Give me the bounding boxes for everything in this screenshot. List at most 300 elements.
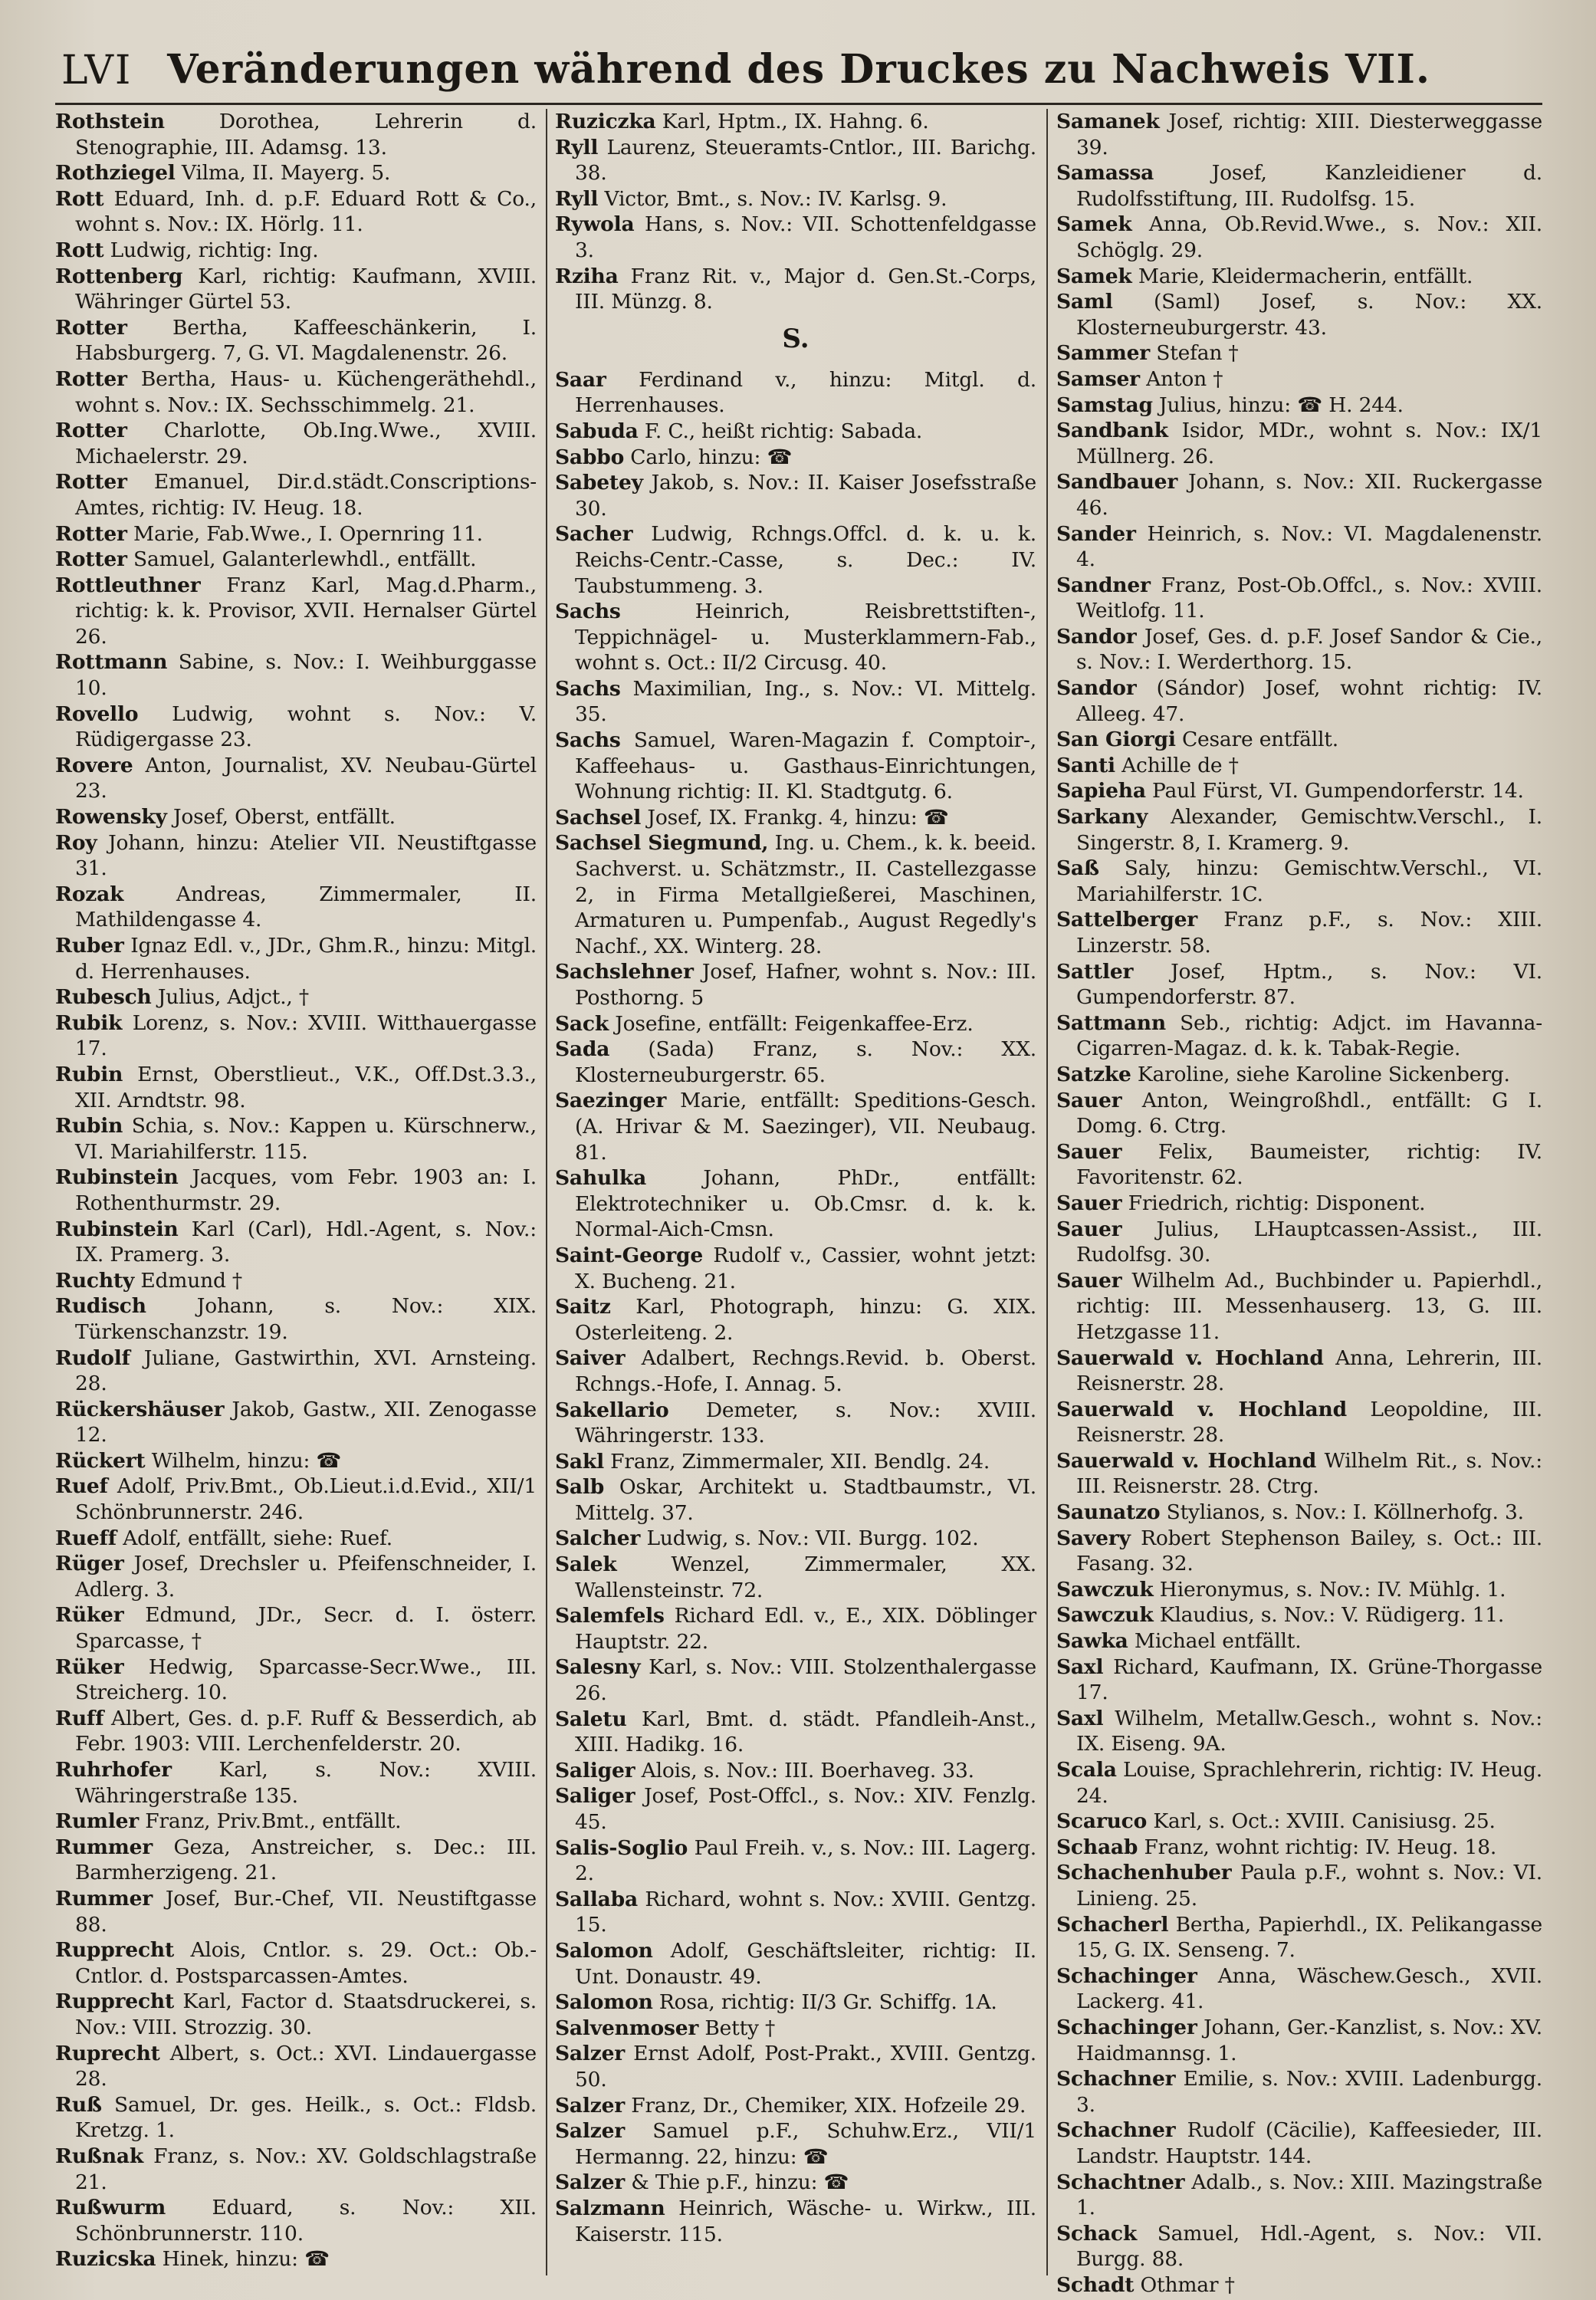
entry-name: Salis-Soglio — [555, 1835, 688, 1860]
directory-entry — [1056, 907, 1542, 958]
entry-detail: Ludwig, richtig: Ing. — [110, 238, 319, 262]
directory-entry — [55, 1809, 537, 1835]
entry-name: Samser — [1056, 366, 1140, 391]
entry-name: Rywola — [555, 212, 635, 237]
entry-detail: Samuel, Waren-Magazin f. Comptoir-, Kaffeehaus- u. Gasthaus-Einrichtungen, Wohnung richtig: II. Kl. Stadtgutg. 6. — [575, 728, 1036, 804]
directory-entry — [1056, 1139, 1542, 1191]
entry-name: Schaab — [1056, 1835, 1138, 1859]
directory-entry — [55, 186, 537, 238]
entry-name: Rotter — [55, 315, 127, 340]
entry-detail: Johann, s. Nov.: XII. Ruckergasse 46. — [1076, 470, 1542, 520]
directory-entry — [1056, 1346, 1542, 1397]
directory-entry — [1056, 469, 1542, 521]
directory-entry — [55, 1474, 537, 1525]
entry-name: Sandner — [1056, 573, 1151, 597]
entry-name: Roy — [55, 830, 97, 855]
entry-name: Sattler — [1056, 959, 1134, 984]
entry-name: Rottmann — [55, 650, 168, 675]
entry-name: Ruziczka — [555, 110, 656, 133]
entry-detail: (Sada) Franz, s. Nov.: XX. Klosterneuburgerstr. 65. — [575, 1037, 1036, 1087]
entry-detail: Johann, hinzu: Atelier VII. Neustiftgasse 31. — [75, 830, 537, 881]
entry-detail: Ernst, Oberstlieut., V.K., Off.Dst.3.3., XII. Arndtstr. 98. — [75, 1062, 537, 1112]
entry-detail: Hieronymus, s. Nov.: IV. Mühlg. 1. — [1159, 1577, 1506, 1602]
directory-entry — [55, 160, 537, 186]
directory-entry — [1056, 289, 1542, 340]
entry-name: Rotter — [55, 521, 127, 546]
directory-entry — [1056, 1526, 1542, 1577]
entry-name: Rubinstein — [55, 1165, 179, 1190]
directory-entry — [1056, 1809, 1542, 1835]
entry-name: Sander — [1056, 521, 1136, 546]
directory-entry — [1056, 2118, 1542, 2169]
entry-detail: Lorenz, s. Nov.: XVIII. Witthauergasse 17. — [75, 1010, 537, 1061]
entry-detail: Richard, Kaufmann, IX. Grüne-Thorgasse 17. — [1076, 1654, 1542, 1705]
entry-name: Saml — [1056, 290, 1113, 314]
directory-entry — [1056, 1860, 1542, 1911]
directory-entry — [555, 1552, 1036, 1603]
directory-entry — [1056, 264, 1542, 290]
directory-entry — [555, 1037, 1036, 1088]
entry-name: Ruprecht — [55, 2041, 160, 2065]
directory-entry — [1056, 393, 1542, 419]
entry-name: Salzer — [555, 2042, 626, 2066]
entry-detail: Franz, Priv.Bmt., entfällt. — [145, 1809, 402, 1834]
directory-entry — [55, 702, 537, 753]
entry-detail: Karl, Factor d. Staatsdruckerei, s. Nov.: VIII. Strozzig. 30. — [75, 1990, 537, 2039]
entry-name: Saezinger — [555, 1089, 667, 1113]
directory-entry — [555, 212, 1036, 263]
entry-detail: Stefan † — [1156, 341, 1239, 366]
directory-entry — [1056, 340, 1542, 366]
entry-name: Sandbauer — [1056, 470, 1178, 495]
entry-detail: Juliane, Gastwirthin, XVI. Arnsteing. 28. — [75, 1346, 537, 1396]
entry-name: Rotter — [55, 366, 127, 391]
columns — [55, 109, 1543, 2297]
entry-name: Rotter — [55, 547, 127, 572]
entry-detail: Eduard, Inh. d. p.F. Eduard Rott & Co., wohnt s. Nov.: IX. Hörlg. 11. — [75, 186, 537, 237]
entry-name: Sauerwald v. Hochland — [1056, 1397, 1347, 1421]
entry-name: Saliger — [555, 1758, 635, 1783]
header-rule — [55, 103, 1542, 105]
entry-name: Schachner — [1056, 2118, 1176, 2143]
entry-detail: Rosa, richtig: II/3 Gr. Schiffg. 1A. — [658, 1990, 997, 2015]
directory-entry — [555, 264, 1036, 315]
entry-detail: Hinek, hinzu: ☎ — [162, 2247, 330, 2272]
entry-detail: Johann, Ger.-Kanzlist, s. Nov.: XV. Haidmannsg. 1. — [1076, 2015, 1542, 2065]
entry-detail: Ludwig, s. Nov.: VII. Burgg. 102. — [646, 1526, 979, 1551]
entry-detail: Wilhelm, Metallw.Gesch., wohnt s. Nov.: IX. Eiseng. 9A. — [1076, 1706, 1542, 1756]
entry-name: Rubin — [55, 1114, 123, 1138]
directory-entry — [1056, 2066, 1542, 2118]
directory-entry — [55, 933, 537, 984]
entry-name: Sakellario — [555, 1398, 669, 1422]
entry-detail: Emilie, s. Nov.: XVIII. Ladenburgg. 3. — [1076, 2067, 1542, 2117]
entry-name: Schadt — [1056, 2272, 1135, 2297]
directory-entry — [1056, 727, 1542, 753]
entry-detail: Wilhelm Rit., s. Nov.: III. Reisnerstr. 28. Ctrg. — [1076, 1448, 1542, 1499]
entry-detail: Julius, LHauptcassen-Assist., III. Rudolfsg. 30. — [1076, 1217, 1542, 1267]
entry-detail: Karl, richtig: Kaufmann, XVIII. Währinger Gürtel 53. — [75, 264, 537, 314]
entry-detail: Karoline, siehe Karoline Sickenberg. — [1137, 1062, 1510, 1086]
entry-detail: Marie, entfällt: Speditions-Gesch. (A. Hrivar & M. Saezinger), VII. Neubaug. 81. — [575, 1089, 1036, 1165]
directory-entry — [55, 547, 537, 573]
entry-name: Sahulka — [555, 1166, 647, 1191]
entry-name: Rußwurm — [55, 2196, 166, 2220]
entry-detail: Geza, Anstreicher, s. Dec.: III. Barmherzigeng. 21. — [75, 1835, 537, 1885]
entry-detail: Franz Rit. v., Major d. Gen.St.-Corps, III. Münzg. 8. — [575, 264, 1036, 314]
entry-name: Ryll — [555, 186, 599, 211]
entry-name: Rüker — [55, 1603, 124, 1628]
entry-name: Sauerwald v. Hochland — [1056, 1346, 1324, 1370]
entry-detail: Karl (Carl), Hdl.-Agent, s. Nov.: IX. Pramerg. 3. — [75, 1217, 537, 1267]
directory-entry — [555, 109, 1036, 135]
directory-entry — [555, 521, 1036, 599]
entry-name: Sabuda — [555, 419, 639, 443]
entry-name: Rubesch — [55, 985, 152, 1010]
entry-name: Schacherl — [1056, 1912, 1169, 1937]
entry-detail: Karl, Bmt. d. städt. Pfandleih-Anst., XIII. Hadikg. 16. — [575, 1707, 1036, 1757]
entry-detail: Ernst Adolf, Post-Prakt., XVIII. Gentzg. 50. — [575, 2042, 1036, 2091]
entry-name: Saxl — [1056, 1706, 1104, 1730]
directory-entry — [55, 1346, 537, 1397]
entry-detail: Paul Freih. v., s. Nov.: III. Lagerg. 2. — [575, 1835, 1036, 1886]
entry-detail: Anna, Lehrerin, III. Reisnerstr. 28. — [1076, 1346, 1542, 1396]
entry-name: Sabetey — [555, 471, 643, 495]
entry-name: Sattmann — [1056, 1010, 1166, 1035]
directory-entry — [55, 2041, 537, 2092]
directory-entry — [1056, 959, 1542, 1010]
entry-name: Salb — [555, 1475, 605, 1500]
page-header — [55, 37, 1542, 106]
directory-entry — [1056, 573, 1542, 624]
entry-name: Rueff — [55, 1526, 117, 1550]
directory-entry — [555, 1938, 1036, 1990]
directory-entry — [1056, 1217, 1542, 1268]
directory-entry — [55, 1989, 537, 2040]
entry-name: Sallaba — [555, 1887, 638, 1911]
directory-entry — [1056, 2272, 1542, 2298]
directory-entry — [55, 521, 537, 547]
directory-entry — [1056, 1628, 1542, 1654]
entry-name: Rovere — [55, 753, 133, 777]
directory-entry — [55, 1835, 537, 1886]
entry-name: Samek — [1056, 212, 1132, 237]
entry-name: Ruber — [55, 934, 124, 958]
directory-entry — [55, 1397, 537, 1448]
entry-detail: Anton † — [1146, 366, 1223, 391]
directory-entry — [1056, 804, 1542, 856]
directory-entry — [55, 1551, 537, 1602]
entry-name: Saxl — [1056, 1654, 1104, 1679]
entry-name: Rott — [55, 238, 104, 262]
entry-detail: Adalb., s. Nov.: XIII. Mazingstraße 1. — [1076, 2170, 1542, 2220]
entry-name: Rottenberg — [55, 264, 183, 288]
directory-entry — [1056, 1397, 1542, 1448]
directory-entry — [555, 1887, 1036, 1938]
entry-name: Sawka — [1056, 1629, 1128, 1654]
entry-detail: Cesare entfällt. — [1181, 728, 1338, 752]
entry-name: Rovello — [55, 702, 139, 726]
entry-name: Sauer — [1056, 1268, 1122, 1293]
entry-detail: Demeter, s. Nov.: XVIII. Währingerstr. 133. — [575, 1398, 1036, 1448]
entry-detail: Marie, Kleidermacherin, entfällt. — [1138, 264, 1473, 288]
entry-name: Sachs — [555, 676, 621, 701]
directory-entry — [55, 109, 537, 160]
entry-name: Rotter — [55, 419, 127, 443]
entry-detail: Friedrich, richtig: Disponent. — [1128, 1191, 1426, 1215]
directory-entry — [55, 1062, 537, 1113]
directory-entry — [1056, 1062, 1542, 1088]
directory-entry — [555, 1603, 1036, 1654]
entry-name: Rott — [55, 186, 104, 211]
entry-name: Saiver — [555, 1346, 626, 1371]
entry-name: Rüger — [55, 1552, 124, 1576]
entry-detail: & Thie p.F., hinzu: ☎ — [631, 2170, 849, 2195]
directory-entry — [55, 882, 537, 933]
entry-name: Rziha — [555, 264, 619, 288]
entry-detail: Franz, s. Nov.: XV. Goldschlagstraße 21. — [75, 2144, 537, 2194]
directory-entry — [55, 1706, 537, 1757]
entry-name: Sattelberger — [1056, 908, 1198, 932]
entry-name: Rumler — [55, 1809, 140, 1834]
entry-detail: (Saml) Josef, s. Nov.: XX. Klosterneuburgerstr. 43. — [1076, 290, 1543, 340]
entry-detail: Richard, wohnt s. Nov.: XVIII. Gentzg. 15. — [575, 1887, 1036, 1937]
entry-detail: Charlotte, Ob.Ing.Wwe., XVIII. Michaelerstr. 29. — [75, 419, 537, 468]
entry-name: Schachtner — [1056, 2170, 1185, 2194]
entry-detail: F. C., heißt richtig: Sabada. — [644, 419, 923, 443]
entry-detail: Samuel p.F., Schuhw.Erz., VII/1 Hermanng. 22, hinzu: ☎ — [575, 2119, 1036, 2169]
directory-entry — [55, 573, 537, 650]
directory-entry — [555, 1088, 1036, 1165]
entry-name: Salzer — [555, 2093, 626, 2118]
entry-detail: Josef, Post-Offcl., s. Nov.: XIV. Fenzlg. 45. — [575, 1784, 1036, 1834]
entry-detail: Johann, s. Nov.: XIX. Türkenschanzstr. 19. — [75, 1294, 537, 1344]
entry-detail: Josef, Drechsler u. Pfeifenschneider, I. Adlerg. 3. — [75, 1552, 537, 1602]
entry-detail: Richard Edl. v., E., XIX. Döblinger Hauptstr. 22. — [575, 1604, 1036, 1654]
page-title: Veränderungen während des Druckes zu Nachweis VII. — [167, 46, 1430, 93]
entry-detail: Alois, s. Nov.: III. Boerhaveg. 33. — [641, 1758, 974, 1783]
entry-name: Sandor — [1056, 676, 1137, 701]
entry-detail: Samuel, Dr. ges. Heilk., s. Oct.: Fldsb. Kretzg. 1. — [75, 2092, 537, 2143]
directory-entry — [55, 1602, 537, 1654]
directory-entry — [1056, 1912, 1542, 1963]
entry-name: Rubik — [55, 1010, 123, 1035]
entry-detail: Josef, Hptm., s. Nov.: VI. Gumpendorferstr. 87. — [1076, 959, 1542, 1010]
entry-detail: Dorothea, Lehrerin d. Stenographie, III. Adamsg. 13. — [75, 110, 537, 159]
entry-detail: Anton, Journalist, XV. Neubau-Gürtel 23. — [75, 753, 537, 803]
directory-entry — [1056, 521, 1542, 573]
entry-detail: Paul Fürst, VI. Gumpendorferstr. 14. — [1152, 779, 1524, 803]
directory-entry — [1056, 2015, 1542, 2066]
directory-entry — [55, 469, 537, 521]
directory-entry — [555, 599, 1036, 676]
entry-detail: Andreas, Zimmermaler, II. Mathildengasse 4. — [75, 882, 537, 932]
entry-detail: Adolf, Priv.Bmt., Ob.Lieut.i.d.Evid., XII/1 Schönbrunnerstr. 246. — [75, 1474, 537, 1525]
directory-entry — [555, 2016, 1036, 2042]
directory-entry — [55, 1165, 537, 1216]
entry-name: Rummer — [55, 1886, 153, 1911]
entry-detail: Betty † — [704, 2016, 776, 2040]
directory-entry — [555, 1243, 1036, 1294]
entry-name: Rudolf — [55, 1346, 130, 1370]
entry-detail: Franz, Dr., Chemiker, XIX. Hofzeile 29. — [631, 2093, 1026, 2118]
directory-entry — [1056, 1654, 1542, 1706]
entry-name: Rupprecht — [55, 1990, 175, 2014]
entry-detail: Ludwig, wohnt s. Nov.: V. Rüdigergasse 23. — [75, 702, 537, 752]
directory-entry — [1056, 1757, 1542, 1809]
entry-detail: Eduard, s. Nov.: XII. Schönbrunnerstr. 110. — [75, 2196, 537, 2246]
entry-detail: Karl, Photograph, hinzu: G. XIX. Osterleiteng. 2. — [575, 1295, 1036, 1345]
directory-entry — [1056, 1088, 1542, 1139]
entry-name: Sachs — [555, 600, 621, 624]
entry-name: Scaruco — [1056, 1809, 1148, 1834]
entry-name: Salzmann — [555, 2196, 665, 2220]
entry-detail: Josef, IX. Frankg. 4, hinzu: ☎ — [647, 805, 949, 830]
directory-entry — [55, 649, 537, 701]
entry-name: Saint-George — [555, 1243, 703, 1267]
directory-entry — [555, 676, 1036, 728]
entry-name: Salesny — [555, 1655, 641, 1680]
entry-detail: Bertha, Haus- u. Küchengeräthehdl., wohnt s. Nov.: IX. Sechsschimmelg. 21. — [75, 366, 537, 417]
entry-detail: Edmund † — [140, 1268, 242, 1293]
entry-detail: Carlo, hinzu: ☎ — [630, 445, 793, 469]
entry-detail: Karl, s. Nov.: VIII. Stolzenthalergasse 26. — [575, 1655, 1036, 1706]
entry-detail: Heinrich, Wäsche- u. Wirkw., III. Kaiserstr. 115. — [575, 2196, 1036, 2246]
directory-entry — [555, 1783, 1036, 1835]
entry-name: Saliger — [555, 1784, 635, 1809]
entry-name: Sammer — [1056, 341, 1151, 366]
entry-name: Samstag — [1056, 393, 1153, 417]
entry-name: Ruzicska — [55, 2247, 156, 2272]
directory-entry — [1056, 109, 1542, 160]
entry-name: Rudisch — [55, 1294, 146, 1319]
entry-detail: Josef, Oberst, entfällt. — [172, 805, 396, 830]
entry-detail: Ing. u. Chem., k. k. beeid. Sachverst. u. Schätzmstr., II. Castellezgasse 2, in Firma Metallgießerei, Maschinen, Armaturen u. Pumpenfab., August Regedly's Nachf., XX. Winterg. 28. — [575, 831, 1036, 958]
directory-entry — [1056, 212, 1542, 263]
directory-entry — [555, 135, 1036, 186]
directory-entry — [55, 264, 537, 315]
directory-entry — [555, 367, 1036, 419]
directory-entry — [1056, 778, 1542, 804]
entry-name: Schachinger — [1056, 1963, 1197, 1988]
entry-name: Rußnak — [55, 2144, 144, 2168]
entry-detail: Isidor, MDr., wohnt s. Nov.: IX/1 Müllnerg. 26. — [1076, 419, 1543, 468]
entry-name: Ruhrhofer — [55, 1758, 172, 1782]
directory-entry — [55, 1448, 537, 1474]
entry-name: Satzke — [1056, 1062, 1131, 1086]
directory-entry — [1056, 675, 1542, 727]
entry-name: Sauer — [1056, 1088, 1122, 1112]
entry-detail: Franz Karl, Mag.d.Pharm., richtig: k. k. Provisor, XVII. Hernalser Gürtel 26. — [75, 573, 537, 649]
directory-entry — [1056, 418, 1542, 469]
entry-detail: Saly, hinzu: Gemischtw.Verschl., VI. Mariahilferstr. 1C. — [1076, 856, 1542, 906]
directory-entry — [1056, 1191, 1542, 1217]
entry-detail: Josef, Ges. d. p.F. Josef Sandor & Cie., s. Nov.: I. Werderthorg. 15. — [1076, 624, 1542, 675]
entry-name: Samek — [1056, 264, 1132, 288]
entry-detail: Anton, Weingroßhdl., entfällt: G I. Domg. 6. Ctrg. — [1076, 1088, 1542, 1138]
directory-entry — [555, 2093, 1036, 2119]
entry-detail: Oskar, Architekt u. Stadtbaumstr., VI. Mittelg. 37. — [575, 1475, 1036, 1525]
entry-name: Sacher — [555, 522, 633, 547]
entry-detail: Franz, Zimmermaler, XII. Bendlg. 24. — [610, 1449, 990, 1474]
directory-entry — [555, 1526, 1036, 1552]
entry-detail: Seb., richtig: Adjct. im Havanna-Cigarren-Magaz. d. k. k. Tabak-Regie. — [1076, 1010, 1542, 1061]
entry-detail: Felix, Baumeister, richtig: IV. Favoritenstr. 62. — [1076, 1139, 1542, 1190]
entry-name: Sauer — [1056, 1139, 1122, 1164]
entry-name: Saß — [1056, 856, 1099, 881]
entry-detail: Alois, Cntlor. s. 29. Oct.: Ob.-Cntlor. d. Postsparcassen-Amtes. — [75, 1938, 537, 1988]
entry-name: Sandor — [1056, 624, 1137, 649]
directory-entry — [555, 1449, 1036, 1475]
directory-entry — [1056, 1602, 1542, 1628]
entry-name: Sawczuk — [1056, 1577, 1154, 1602]
directory-entry — [55, 1113, 537, 1165]
entry-detail: Josef, richtig: XIII. Diesterweggasse 39. — [1076, 110, 1542, 159]
entry-detail: Schia, s. Nov.: Kappen u. Kürschnerw., VI. Mariahilferstr. 115. — [75, 1114, 537, 1164]
column-1 — [55, 109, 537, 2275]
entry-detail: Edmund, JDr., Secr. d. I. österr. Sparcasse, † — [75, 1603, 537, 1654]
entry-detail: Robert Stephenson Bailey, s. Oct.: III. Fasang. 32. — [1076, 1526, 1542, 1576]
entry-detail: Othmar † — [1140, 2272, 1235, 2297]
entry-detail: Wilhelm Ad., Buchbinder u. Papierhdl., richtig: III. Messenhauserg. 13, G. III. Hetzgasse 11. — [1076, 1268, 1542, 1344]
directory-entry — [1056, 1706, 1542, 1757]
directory-entry — [55, 238, 537, 264]
directory-entry — [55, 1654, 537, 1706]
directory-entry — [555, 2041, 1036, 2092]
entry-detail: Heinrich, s. Nov.: VI. Magdalenenstr. 4. — [1076, 521, 1542, 572]
entry-detail: Karl, Hptm., IX. Hahng. 6. — [662, 110, 929, 133]
entry-detail: Alexander, Gemischtw.Verschl., I. Singerstr. 8, I. Kramerg. 9. — [1076, 805, 1542, 855]
column-2 — [555, 109, 1036, 2275]
entry-name: Sack — [555, 1011, 609, 1036]
entry-detail: Johann, PhDr., entfällt: Elektrotechniker u. Ob.Cmsr. d. k. k. Normal-Aich-Cmsn. — [575, 1166, 1036, 1242]
entry-name: Saunatzo — [1056, 1500, 1161, 1525]
entry-name: Rupprecht — [55, 1938, 175, 1963]
entry-detail: Michael entfällt. — [1134, 1629, 1302, 1654]
directory-entry — [555, 1654, 1036, 1706]
directory-entry — [55, 804, 537, 830]
directory-entry — [555, 1707, 1036, 1758]
entry-detail: Ignaz Edl. v., JDr., Ghm.R., hinzu: Mitgl. d. Herrenhauses. — [75, 934, 537, 984]
directory-entry — [1056, 624, 1542, 675]
entry-name: Sachsel — [555, 805, 642, 830]
entry-detail: Franz p.F., s. Nov.: XIII. Linzerstr. 58. — [1076, 908, 1542, 958]
entry-name: Rothstein — [55, 110, 165, 133]
entry-detail: Josef, Hafner, wohnt s. Nov.: III. Posthorng. 5 — [575, 960, 1036, 1010]
entry-detail: Franz, wohnt richtig: IV. Heug. 18. — [1144, 1835, 1497, 1859]
directory-entry — [55, 830, 537, 882]
directory-entry — [555, 2118, 1036, 2170]
directory-entry — [555, 2196, 1036, 2247]
entry-detail: Julius, Adjct., † — [157, 985, 309, 1010]
entry-detail: Julius, hinzu: ☎ H. 244. — [1159, 393, 1404, 417]
page-number: LVI — [61, 48, 133, 94]
entry-detail: Klaudius, s. Nov.: V. Rüdigerg. 11. — [1159, 1603, 1505, 1628]
directory-entry — [55, 1293, 537, 1345]
directory-entry — [555, 1165, 1036, 1243]
entry-name: Sauerwald v. Hochland — [1056, 1448, 1317, 1473]
column-divider — [546, 109, 547, 2275]
entry-detail: Jakob, s. Nov.: II. Kaiser Josefsstraße 30. — [575, 471, 1036, 521]
entry-name: Sakl — [555, 1449, 604, 1474]
directory-entry — [1056, 1500, 1542, 1526]
entry-detail: Marie, Fab.Wwe., I. Opernring 11. — [133, 521, 483, 546]
entry-name: Sawczuk — [1056, 1603, 1154, 1628]
directory-entry — [55, 1268, 537, 1294]
entry-name: Sada — [555, 1037, 610, 1062]
entry-name: Salomon — [555, 1990, 653, 2015]
directory-entry — [1056, 2221, 1542, 2272]
